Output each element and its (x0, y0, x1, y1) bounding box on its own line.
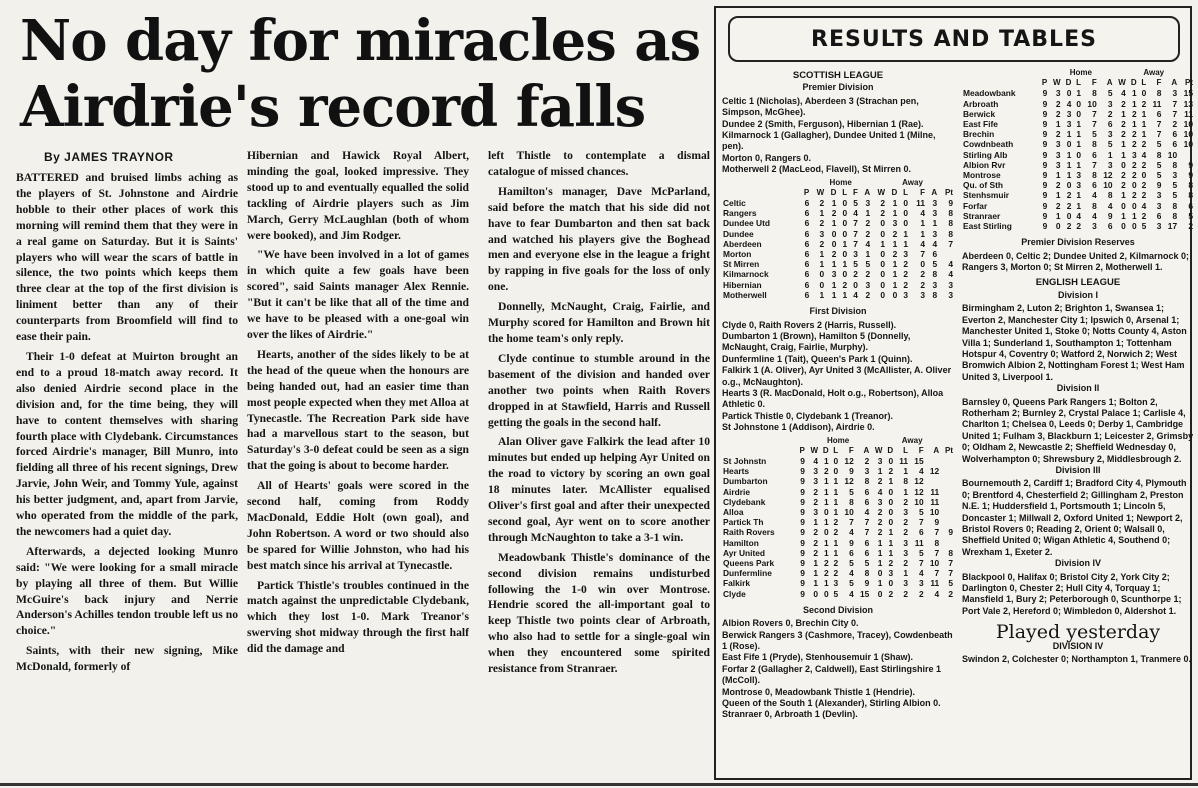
first-division-results (722, 320, 954, 434)
table-row: Qu. of Sth 9 2 0 3 6 10 2 0 2 9 5 8 (963, 180, 1193, 191)
paragraph: Hamilton's manager, Dave McParland, said before the match that his side did not have to fear Dumbarton and then sat back and watched his players give the Boghead men and everyone else in the league a fright by rapping in five goals for the loss of only one. (488, 184, 710, 294)
first-division-table (722, 436, 954, 599)
premier-table (722, 178, 954, 300)
table-row: St Mirren 6 1 1 1 5 5 0 1 2 0 5 4 (723, 259, 953, 270)
result-line: Berwick Rangers 3 (Cashmore, Tracey), Cowdenbeath 1 (Rose). (722, 629, 953, 652)
table-row: Rangers 6 1 2 0 4 1 2 1 0 4 3 8 (723, 208, 953, 219)
table-row: Morton 6 1 2 0 3 1 0 2 3 7 6 (723, 249, 938, 260)
table-row: Cowdnbeath 9 3 0 1 8 5 1 2 2 5 6 10 (963, 139, 1193, 150)
table-row: Celtic 6 2 1 0 5 3 2 1 0 11 3 9 (723, 198, 953, 209)
premier-results (722, 96, 954, 176)
paragraph: "We have been involved in a lot of games in which quite a few goals have been scored", said Saints manager Alex Rennie. "But it can't be like that all of the time and we have to be pleased with a one-goal win over the likes of Airdrie." (247, 248, 469, 341)
result-line: Albion Rovers 0, Brechin City 0. (722, 618, 859, 629)
result-line: St Johnstone 1 (Addison), Airdrie 0. (722, 422, 875, 433)
paragraph: All of Hearts' goals were scored in the second half, coming from Roddy MacDonald, Eddie Holt (own goal), and John Robertson. A word or two should also be spared for Willie Johnston, who had his best match since his arrival at Tynecastle. (247, 479, 469, 572)
result-line: Dumbarton 1 (Brown), Hamilton 5 (Donnelly, McNaught, Craig, Fairlie, Murphy). (722, 330, 911, 353)
result-line: Partick Thistle 0, Clydebank 1 (Treanor). (722, 410, 894, 421)
table-row: Ayr United 9 2 1 1 6 6 1 1 3 5 7 8 (723, 547, 953, 558)
paragraph: left Thistle to contemplate a dismal catalogue of missed chances. (488, 149, 710, 178)
paragraph: Partick Thistle's troubles continued in the match against the unpredictable Clydebank, which they lost 1-0. Mark Treanor's swerving shot midway through the first half did the damage and (247, 578, 469, 656)
result-line: Falkirk 1 (A. Oliver), Ayr United 3 (McAllister, A. Oliver o.g., McNaughton). (722, 365, 952, 387)
second-division-table (962, 68, 1194, 231)
result-line: Dundee 2 (Smith, Ferguson), Hibernian 1 (Rae). (722, 118, 924, 129)
table-row: Motherwell 6 1 1 1 4 2 0 0 3 3 8 3 (723, 289, 953, 300)
table-row: Montrose 9 1 1 3 8 12 2 2 0 5 3 9 (963, 170, 1193, 181)
paragraph: Clyde continue to stumble around in the basement of the division and handed over another two points when Raith Rovers dropped in at Stawfield, Harris and Russell getting the goals in the second half. (488, 351, 710, 429)
table-row: Dundee 6 3 0 0 7 2 0 2 1 1 3 8 (723, 228, 953, 239)
paragraph: Hibernian and Hawick Royal Albert, minding the goal, looked impressive. They stood up to and eventually equalled the solid tackling of Airdrie players such as Jim March, Gerry McLaughlan (both of whom were booked), and Jim Rodger. (247, 149, 469, 242)
result-line: Morton 0, Rangers 0. (722, 152, 812, 163)
article-column-2 (247, 148, 469, 783)
result-line: Queen of the South 1 (Alexander), Stirling Albion 0. (722, 698, 941, 709)
paragraph: Alan Oliver gave Falkirk the lead after 10 minutes but ended up helping Ayr United on the road to victory by scoring an own goal 18 minutes later. McAllister equalised Oliver's first goal and after their unexpected second goal, Ayr went on to score another through McNaughton to take a 3-1 win. (488, 435, 710, 544)
table-row: Berwick 9 2 3 0 7 2 1 2 1 6 7 11 (963, 108, 1193, 119)
second-division-results (722, 618, 954, 721)
paragraph: Hearts, another of the sides likely to be at the head of the queue when the honours are being handed out, had an easier time than most people expected when they met Alloa at Tynecastle. The Recreation Park side have had a marvellous start to the season, but Saturday's 3-0 defeat could be seen as a sign that the going is about to become harder. (247, 347, 469, 473)
result-line: East Fife 1 (Pryde), Stenhousemuir 1 (Shaw). (722, 652, 914, 663)
section-subheading: First Division (809, 306, 867, 317)
table-row: Dumbarton 9 3 1 1 12 8 2 1 8 12 (723, 476, 924, 487)
section-subheading: Division III (1055, 464, 1101, 475)
table-row: Raith Rovers 9 2 0 2 4 7 2 1 2 6 7 9 (723, 527, 953, 538)
results-left-column (722, 66, 954, 721)
table-row: Hibernian 6 0 1 2 0 3 0 1 2 2 3 3 (723, 279, 953, 290)
table-row: Clydebank 9 2 1 1 8 6 3 0 2 10 11 (723, 496, 940, 507)
table-row: Partick Th 9 1 1 2 7 7 2 0 2 7 9 (723, 517, 940, 528)
article-column-3 (488, 148, 710, 783)
table-row: Hamilton 9 2 1 1 9 6 1 1 3 11 8 (723, 537, 940, 548)
played-yesterday-heading: Played yesterday (995, 621, 1161, 644)
table-row: Airdrie 9 2 1 1 5 6 4 0 1 12 11 (723, 486, 940, 497)
bottom-rule (0, 783, 1198, 786)
headline: No day for miracles as Airdrie's record falls (20, 8, 701, 140)
result-line: Dunfermline 1 (Tait), Queen's Park 1 (Quinn). (722, 353, 913, 364)
table-header-row: P W D L F A W D L F A Pt (1041, 78, 1193, 88)
results-panel (714, 6, 1192, 780)
table-row: Arbroath 9 2 4 0 10 3 2 1 2 11 7 13 (963, 98, 1193, 109)
table-row: Dundee Utd 6 2 1 0 7 2 0 3 0 1 1 8 (723, 218, 953, 229)
table-row: Clyde 9 0 0 5 4 15 0 2 2 2 4 2 (723, 588, 953, 599)
table-row: Albion Rvr 9 3 1 1 7 3 0 2 2 5 8 9 (963, 159, 1193, 170)
table-row: Kilmarnock 6 0 3 0 2 2 0 1 2 2 8 4 (723, 269, 953, 280)
table-row: Hearts 9 3 2 0 9 3 1 2 1 4 12 (723, 466, 940, 477)
table-row: St Johnstn 9 4 1 0 12 2 3 0 11 15 (723, 455, 924, 466)
table-row: Dunfermline 9 1 2 2 4 8 0 3 1 4 7 7 (723, 568, 953, 579)
section-heading: SCOTTISH LEAGUE (792, 70, 884, 81)
table-row: Brechin 9 2 1 1 5 3 2 2 1 7 6 10 (963, 129, 1193, 140)
table-row: Stirling Alb 9 3 1 0 6 1 1 3 4 8 10 (963, 149, 1178, 160)
table-row: East Stirling 9 0 2 2 3 6 0 0 5 3 17 2 (963, 221, 1193, 232)
played-yesterday-results: Swindon 2, Colchester 0; Northampton 1, Tranmere 0. (962, 654, 1192, 665)
table-row: Falkirk 9 1 1 3 5 9 1 0 3 3 11 5 (723, 578, 953, 589)
table-group-header: Home Away (829, 177, 923, 187)
section-subheading: Premier Division Reserves (1021, 237, 1135, 248)
paragraph: Donnelly, McNaught, Craig, Fairlie, and Murphy scored for Hamilton and Brown hit the home team's only reply. (488, 300, 710, 345)
division-1-results: Birmingham 2, Luton 2; Brighton 1, Swansea 1; Everton 2, Manchester City 1; Ipswich 0, Arsenal 1; Manchester United 1, Stoke 0; Notts County 4, Aston Villa 1; Sunderland 1, Southampton 1; Tottenham Hotspur 4, Coventry 0; Watford 2, Norwich 2; West Bromwich Albion 2, Nottingham Forest 1; West Ham United 3, Liverpool 1. (962, 303, 1187, 382)
result-line: Hearts 3 (R. MacDonald, Holt o.g., Robertson), Alloa Athletic 0. (722, 387, 944, 410)
table-group-header: Home Away (1069, 68, 1165, 77)
section-subheading: Division I (1057, 289, 1098, 300)
table-row: Stenhsmuir 9 1 2 1 4 8 1 2 2 3 5 8 (963, 190, 1193, 201)
division-2-results: Barnsley 0, Queens Park Rangers 1; Bolton 2, Rotherham 2; Burnley 2, Crystal Palace 1; Carlisle 4, Charlton 1; Chelsea 0, Leeds 0; Derby 1, Cambridge United 1; Fulham 3, Blackburn 1; Leicester 2, Grimsby 0; Oldham 2, Newcastle 2; Sheffield Wednesday 0, Wolverhampton 0; Shrewsbury 2, Middlesbrough 2. (962, 396, 1194, 464)
result-line: Kilmarnock 1 (Gallagher), Dundee United 1 (Milne, pen). (722, 130, 936, 152)
section-subheading: Division IV (1054, 558, 1101, 569)
table-row: Alloa 9 3 0 1 10 4 2 0 3 5 10 (723, 506, 940, 517)
section-subheading: Division II (1056, 383, 1100, 394)
results-right-column (962, 66, 1194, 665)
section-heading: ENGLISH LEAGUE (1035, 277, 1121, 289)
result-line: Montrose 0, Meadowbank Thistle 1 (Hendrie). (722, 686, 916, 697)
section-subheading: DIVISION IV (1052, 640, 1104, 651)
table-header-row: P W D L F A W D L F A Pt (799, 445, 953, 455)
division-3-results: Bournemouth 2, Cardiff 1; Bradford City 4, Plymouth 0; Brentford 4, Chesterfield 2; Gillingham 2, Preston N.E. 1; Huddersfield 1, Portsmouth 1; Lincoln 5, Doncaster 1; Millwall 2, Oxford United 1; Newport 2, Bristol Rovers 0; Reading 2, Orient 0; Walsall 0, Sheffield United 0; Wigan Athletic 4, Southend 0; Wrexham 1, Exeter 2. (962, 478, 1187, 557)
division-4-results: Blackpool 0, Halifax 0; Bristol City 2, York City 2; Darlington 0, Chester 2; Hull City 4, Torquay 1; Mansfield 1, Bury 2; Peterborough 0, Scunthorpe 1; Port Vale 2, Hereford 0; Wimbledon 0, Aldershot 1. (962, 571, 1182, 616)
table-header-row: P W D L F A W D L F A Pt (803, 187, 953, 197)
paragraph: Afterwards, a dejected looking Munro said: "We were looking for a small miracle by playing all three of them. But Willie McGuire's back injury and Nerrie Anderson's Achilles tendon trouble left us no choice." (16, 544, 238, 638)
table-group-header: Home Away (826, 435, 923, 445)
result-line: Motherwell 2 (MacLeod, Flavell), St Mirren 0. (722, 164, 912, 175)
section-subheading: Premier Division (802, 82, 874, 93)
byline: By JAMES TRAYNOR (44, 150, 174, 164)
reserves-results: Aberdeen 0, Celtic 2; Dundee United 2, Kilmarnock 0; Rangers 3, Morton 0; St Mirren 2, Motherwell 1. (962, 250, 1190, 273)
result-line: Stranraer 0, Arbroath 1 (Devlin). (722, 709, 858, 720)
result-line: Forfar 2 (Gallagher 2, Caldwell), East Stirlingshire 1 (McColl). (722, 663, 942, 686)
table-row: Stranraer 9 1 0 4 4 9 1 1 2 6 8 5 (963, 210, 1193, 221)
table-row: Meadowbank 9 3 0 1 8 5 4 1 0 8 3 15 (963, 88, 1193, 99)
table-row: Forfar 9 2 2 1 8 4 0 0 4 3 8 6 (963, 200, 1193, 211)
paragraph: BATTERED and bruised limbs aching as the players of St. Johnstone and Airdrie hobble to their other places of work this morning will remind them that they were in a real game on Saturday. But it is Saints' players who will wear the scars of battle in silence, the two points which keeps them three clear at the top of the first division is liniment better than any of their counterparts from Broomfield will find to ease their pain. (16, 171, 238, 344)
table-row: East Fife 9 1 3 1 7 6 2 1 1 7 2 10 (963, 119, 1193, 130)
result-line: Celtic 1 (Nicholas), Aberdeen 3 (Strachan pen, Simpson, McGhee). (722, 95, 919, 118)
table-row: Aberdeen 6 2 0 1 7 4 1 1 1 4 4 7 (723, 238, 953, 249)
result-line: Clyde 0, Raith Rovers 2 (Harris, Russell). (722, 319, 897, 330)
paragraph: Saints, with their new signing, Mike McDonald, formerly of (16, 644, 238, 674)
section-subheading: Second Division (802, 604, 873, 615)
article-column-1 (16, 170, 238, 780)
results-banner: RESULTS AND TABLES (728, 16, 1180, 62)
table-row: Queens Park 9 1 2 2 5 5 1 2 2 7 10 7 (723, 558, 953, 568)
paragraph: Their 1-0 defeat at Muirton brought an end to a proud 18-match away record. It also denied Airdrie second place in the division and, for the time being, they will have to content themselves with sharing fourth place with Clydebank. Circumstances forced Airdrie's manager, Bill Munro, into fielding all three of his recent signings, Drew Jarvie, John Weir, and Tommy Yule, against his better judgment, and, apart from Jarvie, who operated from the middle of the park, the newcomers had a quiet day. (16, 349, 238, 538)
paragraph: Meadowbank Thistle's dominance of the second division remains undisturbed following the 1-0 win over Montrose. Hendrie scored the all-important goal to keep Thistle two points clear of Arbroath, who also had to settle for a single-goal win when they encountered some spirited resistance from Stranraer. (488, 550, 710, 676)
